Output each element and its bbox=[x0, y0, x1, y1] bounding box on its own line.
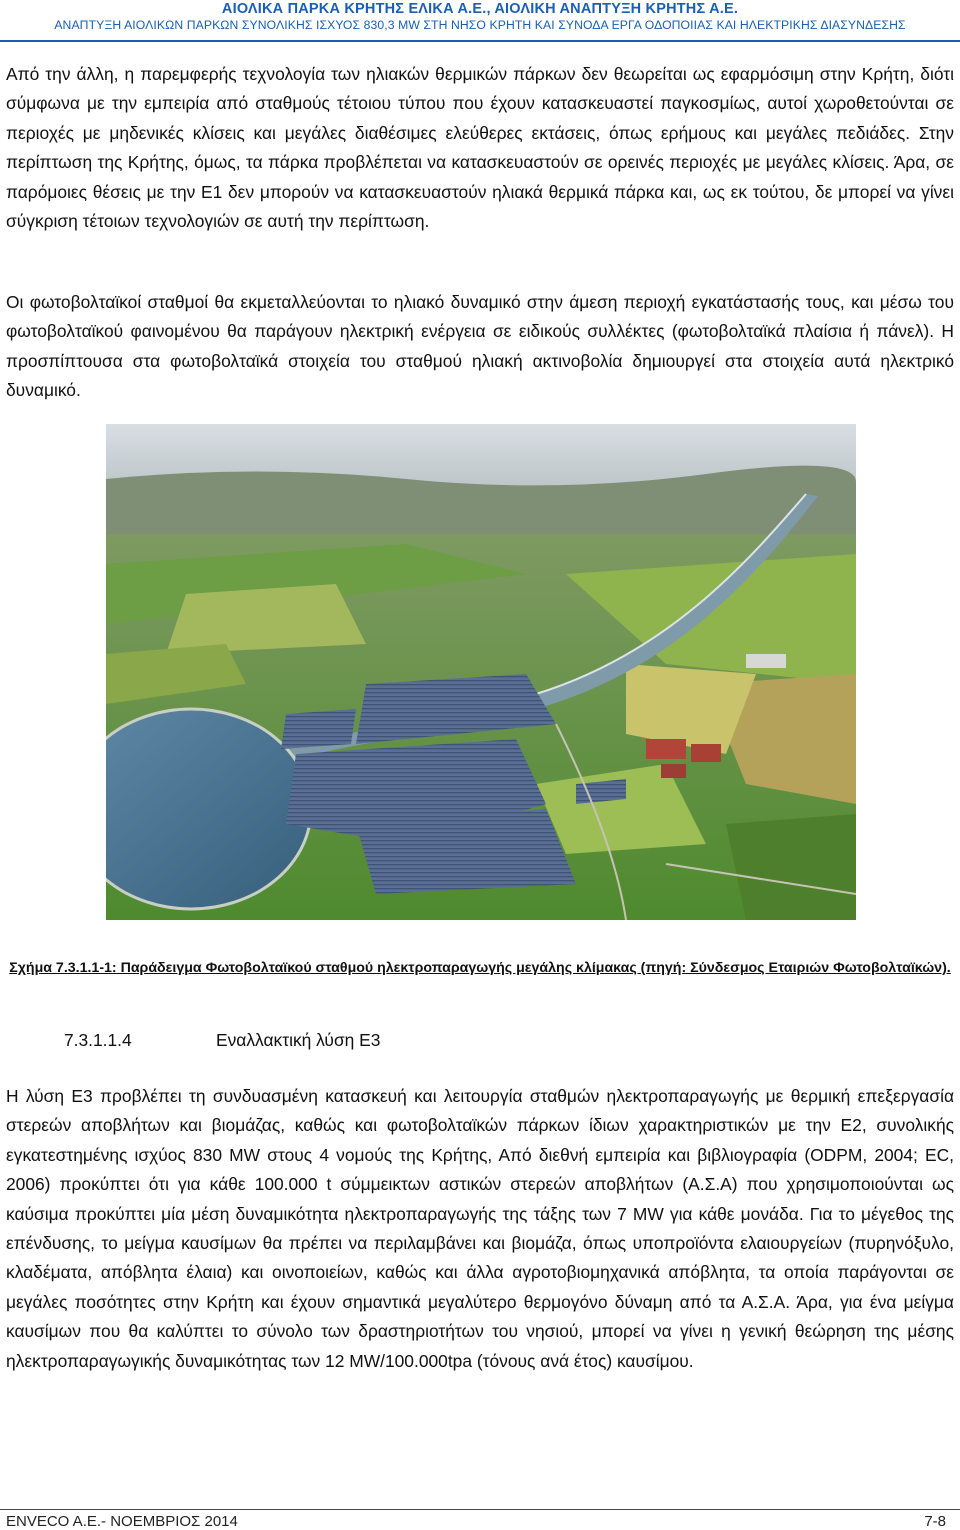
page-header bbox=[0, 0, 960, 46]
paragraph-photovoltaic: Οι φωτοβολταϊκοί σταθμοί θα εκμεταλλεύονται το ηλιακό δυναμικό στην άμεση περιοχή εγκατάστασής τους, και μέσω του φωτοβολταϊκού φαινομένου θα παράγουν ηλεκτρική ενέργεια σε ειδικούς συλλέκτες (φωτοβολταϊκά πλαίσια ή πάνελ). Η προσπίπτουσα στα φωτοβολταϊκά στοιχεία του σταθμού ηλιακή ακτινοβολία δημιουργεί στα στοιχεία αυτά ηλεκτρικό δυναμικό. bbox=[6, 292, 954, 401]
figure-solar-park-photo bbox=[106, 424, 856, 920]
page-number: 7-8 bbox=[924, 1513, 946, 1530]
aerial-photo-image bbox=[106, 424, 856, 920]
header-divider bbox=[0, 40, 960, 42]
paragraph-solution-e3: Η λύση Ε3 προβλέπει τη συνδυασμένη κατασκευή και λειτουργία σταθμών ηλεκτροπαραγωγής με θερμική επεξεργασία στερεών αποβλήτων και βιομάζας, καθώς και φωτοβολταϊκών πάρκων ίδιων χαρακτηριστικών με την Ε2, συνολικής εγκατεστημένης ισχύος 830 MW στους 4 νομούς της Κρήτης, Από διεθνή εμπειρία και βιβλιογραφία (ODPM, 2004; EC, 2006) προκύπτει ότι για κάθε 100.000 t σύμμεικτων αστικών στερεών αποβλήτων (Α.Σ.Α) που χρησιμοποιούνται ως καύσιμα προκύπτει μία μέση δυναμικότητα ηλεκτροπαραγωγής της τάξης των 7 MW για κάθε μονάδα. Για το μέγεθος της επένδυσης, το μείγμα καυσίμων θα πρέπει να περιλαμβάνει και βιομάζα, όπως υποπροϊόντα ελαιουργείων (πυρηνόξυλο, κλαδέματα, απόβλητα έλαια) και οινοποιείων, καθώς και άλλα αγροτοβιομηχανικά απόβλητα, τα οποία παράγονται σε μεγάλες ποσότητες στην Κρήτη και έχουν σημαντικά μεγαλύτερο θερμογόνο δύναμη από τα Α.Σ.Α. Άρα, για ένα μείγμα καυσίμων που θα καλύπτει το σύνολο των δραστηριοτήτων του νησιού, μπορεί να γίνει η γενική θεώρηση της μέσης ηλεκτροπαραγωγικής δυναμικότητας των 12 MW/100.000tpa (τόνους ανά έτος) καυσίμου. bbox=[6, 1086, 954, 1371]
section-title: Εναλλακτική λύση Ε3 bbox=[216, 1030, 381, 1050]
header-subtitle: ΑΝΑΠΤΥΞΗ ΑΙΟΛΙΚΩΝ ΠΑΡΚΩΝ ΣΥΝΟΛΙΚΗΣ ΙΣΧΥΟΣ 830,3 MW ΣΤΗ ΝΗΣΟ ΚΡΗΤΗ ΚΑΙ ΣΥΝΟΔΑ ΕΡΓΑ ΟΔΟΠΟΙΙΑΣ ΚΑΙ ΗΛΕΚΤΡΙΚΗΣ ΔΙΑΣΥΝΔΕΣΗΣ bbox=[54, 18, 906, 32]
figure-caption: Σχήμα 7.3.1.1-1: Παράδειγμα Φωτοβολταϊκού σταθμού ηλεκτροπαραγωγής μεγάλης κλίμακας (πηγή: Σύνδεσμος Εταιριών Φωτοβολταϊκών). bbox=[9, 960, 951, 976]
header-title: ΑΙΟΛΙΚΑ ΠΑΡΚΑ ΚΡΗΤΗΣ ΕΛΙΚΑ Α.Ε., ΑΙΟΛΙΚΗ ΑΝΑΠΤΥΞΗ ΚΡΗΤΗΣ Α.Ε. bbox=[221, 1, 739, 17]
paragraph-solar-thermal: Από την άλλη, η παρεμφερής τεχνολογία των ηλιακών θερμικών πάρκων δεν θεωρείται ως εφαρμόσιμη στην Κρήτη, διότι σύμφωνα με την εμπειρία από σταθμούς τέτοιου τύπου που έχουν κατασκευαστεί παγκοσμίως, αυτοί χωροθετούνται σε περιοχές με μηδενικές κλίσεις και μεγάλες διαθέσιμες ελεύθερες εκτάσεις, όπως ερήμους και μεγάλες πεδιάδες. Στην περίπτωση της Κρήτης, όμως, τα πάρκα προβλέπεται να κατασκευαστούν σε ορεινές περιοχές με μεγάλες κλίσεις. Άρα, σε παρόμοιες θέσεις με την Ε1 δεν μπορούν να κατασκευαστούν ηλιακά θερμικά πάρκα και, ως εκ τούτου, δε μπορεί να γίνει σύγκριση τέτοιων τεχνολογιών σε αυτή την περίπτωση. bbox=[6, 64, 954, 232]
section-number: 7.3.1.1.4 bbox=[64, 1030, 132, 1050]
footer-divider bbox=[0, 1509, 960, 1510]
footer-company-date: ENVECO A.E.- ΝΟΕΜΒΡΙΟΣ 2014 bbox=[6, 1513, 238, 1530]
